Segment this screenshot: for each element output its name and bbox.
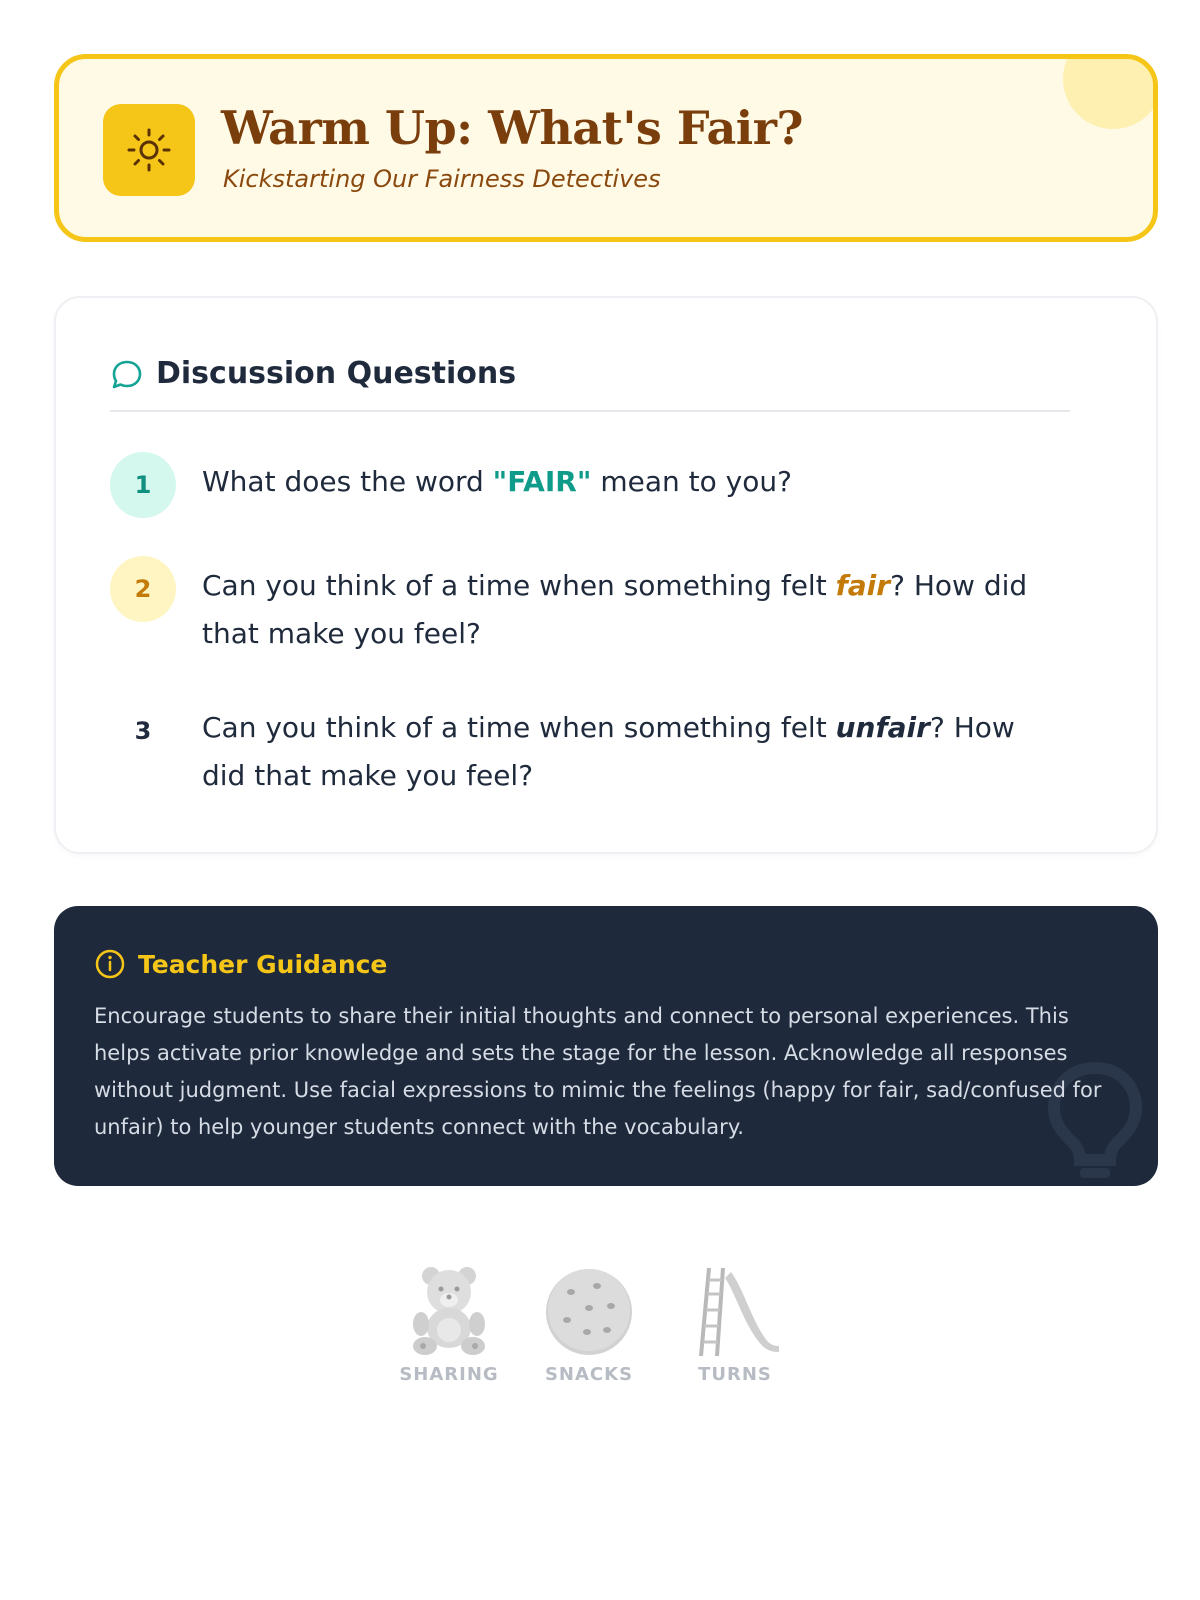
example-label: TURNS [698, 1364, 772, 1385]
page-title: Warm Up: What's Fair? [221, 101, 803, 155]
teacher-guidance-card [54, 906, 1158, 1186]
question-number: 1 [110, 452, 176, 518]
question-text: What does the word "FAIR" mean to you? [202, 465, 792, 498]
question-text: Can you think of a time when something felt unfair? How did that make you feel? [202, 711, 1015, 792]
question-number: 2 [110, 556, 176, 622]
example-snacks [534, 1262, 644, 1385]
example-label: SHARING [399, 1364, 499, 1385]
info-icon [94, 948, 126, 980]
teddy-bear-icon [401, 1262, 497, 1358]
teacher-guidance-header [94, 948, 387, 980]
guidance-text: Encourage students to share their initial thoughts and connect to personal experiences. This helps activate prior knowledge and sets the stage for the lesson. Acknowledge all responses without judgment. Use facial expressions to mimic the feelings (happy for fair, sad/confused for unfair) to help younger students connect with the vocabulary. [94, 1004, 1102, 1139]
example-label: SNACKS [544, 1364, 634, 1385]
example-sharing [394, 1262, 504, 1385]
chat-bubble-icon [110, 358, 144, 392]
section-title: Discussion Questions [156, 356, 517, 391]
question-number: 3 [134, 717, 152, 745]
example-turns [680, 1262, 790, 1385]
fairness-examples [394, 1262, 794, 1402]
warmup-header-card [54, 54, 1158, 242]
guidance-title: Teacher Guidance [138, 949, 388, 979]
discussion-questions-card [54, 296, 1158, 854]
cookie-icon [541, 1262, 637, 1358]
discussion-questions-header [110, 354, 1070, 412]
slide-icon [687, 1262, 783, 1358]
decorative-circle [1063, 54, 1158, 129]
question-text: Can you think of a time when something felt fair? How did that make you feel? [202, 569, 1028, 650]
page-subtitle: Kickstarting Our Fairness Detectives [223, 165, 661, 193]
sun-icon [103, 104, 195, 196]
